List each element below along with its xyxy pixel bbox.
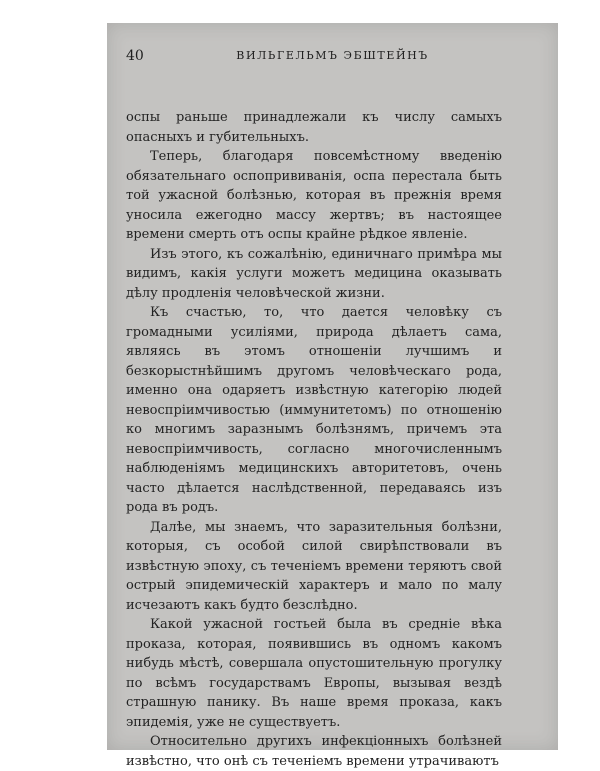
- paragraph: Далѣе, мы знаемъ, что заразительныя болѣзни, которыя, съ особой силой свирѣпствовали въ извѣстную эпоху, съ теченіемъ времени теряютъ свой острый эпидемическій характеръ и мало по малу исчезаютъ какъ будто безслѣдно.: [126, 519, 502, 613]
- body-text: [126, 108, 502, 771]
- running-head: ВИЛЬГЕЛЬМЪ ЭБШТЕЙНЪ: [236, 49, 429, 62]
- page-number: 40: [126, 48, 144, 64]
- paragraph: Относительно другихъ инфекціонныхъ болѣзней извѣстно, что онѣ съ теченіемъ времени утрачиваютъ: [126, 734, 502, 769]
- book-page: [107, 23, 558, 769]
- paragraph: Изъ этого, къ сожалѣнію, единичнаго примѣра мы видимъ, какія услуги можетъ медицина оказывать дѣлу продленія человѣческой жизни.: [126, 246, 502, 301]
- paragraph: оспы раньше принадлежали къ числу самыхъ опасныхъ и губительныхъ.: [126, 110, 502, 145]
- paragraph: Къ счастью, то, что дается человѣку съ громадными усиліями, природа дѣлаетъ сама, являясь въ этомъ отношеніи лучшимъ и безкорыстнѣйшимъ другомъ человѣческаго рода, именно она одаряетъ извѣстную категорію людей невоспріимчивостью (иммунитетомъ) по отношенію ко многимъ заразнымъ болѣзнямъ, причемъ эта невоспріимчивость, согласно многочисленнымъ наблюденіямъ медицинскихъ авторитетовъ, очень часто дѣлается наслѣдственной, передаваясь изъ рода въ родъ.: [126, 305, 502, 515]
- paragraph: Какой ужасной гостьей была въ средніе вѣка проказа, которая, появившись въ одномъ какомъ нибудь мѣстѣ, совершала опустошительную прогулку по всѣмъ государствамъ Европы, вызывая вездѣ страшную панику. Въ наше время проказа, какъ эпидемія, уже не существуетъ.: [126, 617, 502, 730]
- paragraph: Теперь, благодаря повсемѣстному введенію обязательнаго оспопрививанія, оспа перестала быть той ужасной болѣзнью, которая въ прежнія время уносила ежегодно массу жертвъ; въ настоящее времени смерть отъ оспы крайне рѣдкое явленіе.: [126, 149, 502, 242]
